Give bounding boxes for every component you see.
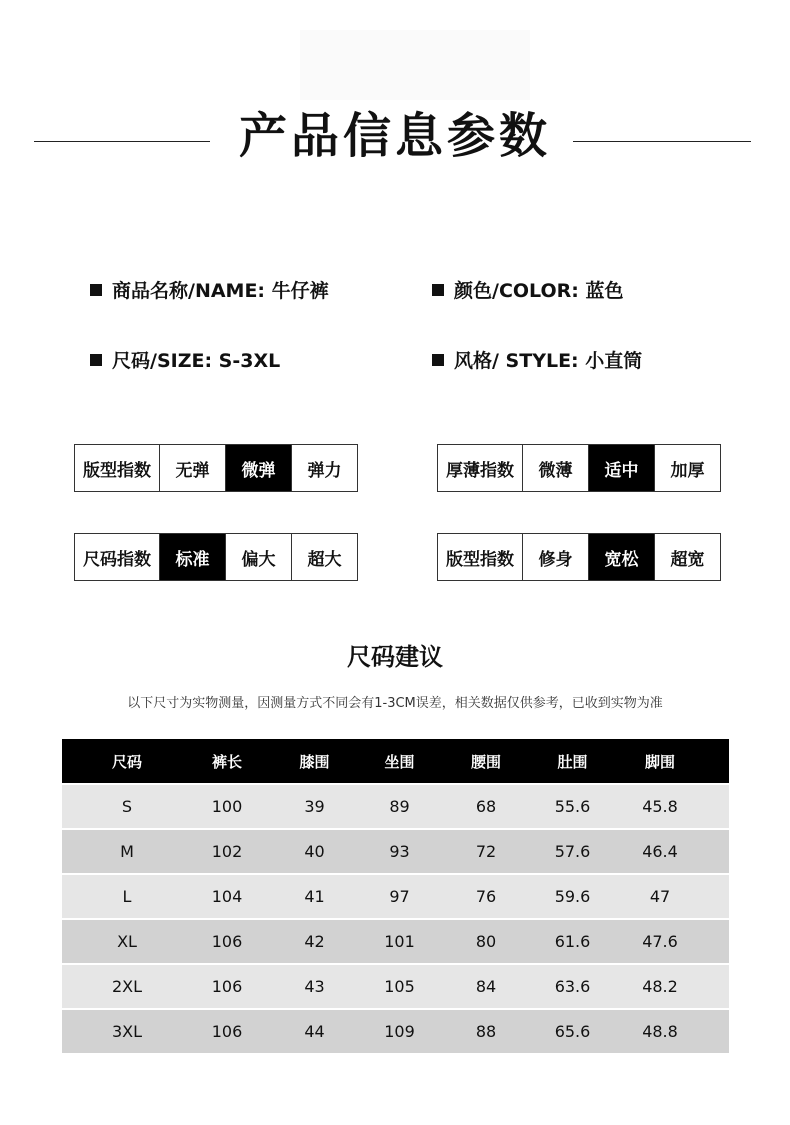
index-option: 修身 (522, 534, 588, 580)
table-row (62, 830, 729, 873)
table-cell: 61.6 (554, 932, 591, 951)
index-option: 弹力 (291, 445, 357, 491)
table-cell: 93 (389, 842, 410, 861)
cut-index-table (437, 533, 721, 581)
table-cell: 65.6 (554, 1022, 591, 1041)
table-cell: 55.6 (554, 797, 591, 816)
table-cell: XL (117, 932, 137, 951)
table-header-cell: 坐围 (384, 752, 415, 771)
table-cell: 44 (304, 1022, 325, 1041)
size-table (62, 739, 729, 1055)
fit-index-table (74, 444, 358, 492)
index-option: 超宽 (654, 534, 720, 580)
index-option-selected: 适中 (588, 445, 654, 491)
index-option: 偏大 (225, 534, 291, 580)
bullet-square-icon (432, 354, 444, 366)
table-cell: 47.6 (642, 932, 678, 951)
table-cell: 39 (304, 797, 325, 816)
bullet-square-icon (90, 284, 102, 296)
table-header-cell: 尺码 (111, 752, 142, 771)
table-header-cell: 肚围 (557, 752, 588, 771)
table-cell: L (122, 887, 132, 906)
index-option: 微薄 (522, 445, 588, 491)
spec-style (432, 349, 642, 373)
table-header-cell: 裤长 (211, 752, 242, 771)
table-cell: 47 (649, 887, 671, 906)
table-cell: 40 (304, 842, 325, 861)
table-cell: 46.4 (642, 842, 678, 861)
table-cell: 97 (389, 887, 410, 906)
index-option-selected: 标准 (159, 534, 225, 580)
table-row (62, 965, 729, 1008)
index-label: 版型指数 (83, 460, 151, 481)
spec-color-text: 颜色/COLOR: 蓝色 (454, 280, 624, 302)
table-header-cell: 脚围 (644, 752, 675, 771)
index-label: 尺码指数 (83, 549, 151, 570)
bullet-square-icon (432, 284, 444, 296)
table-cell: 106 (211, 1022, 243, 1041)
bullet-square-icon (90, 354, 102, 366)
table-cell: 3XL (111, 1022, 143, 1041)
table-cell: 106 (211, 977, 243, 996)
index-option-selected: 宽松 (588, 534, 654, 580)
table-cell: 63.6 (554, 977, 591, 996)
spec-color (432, 279, 623, 303)
table-row (62, 875, 729, 918)
table-row (62, 785, 729, 828)
table-cell: 72 (475, 842, 497, 861)
table-cell: 68 (475, 797, 497, 816)
size-note: 以下尺寸为实物测量，因测量方式不同会有1-3CM误差，相关数据仅供参考，已收到实物为准 (127, 696, 663, 711)
table-row (62, 920, 729, 963)
index-label: 版型指数 (446, 549, 514, 570)
size-index-table (74, 533, 358, 581)
table-header-cell: 膝围 (299, 752, 330, 771)
page-title: 产品信息参数 (238, 108, 551, 164)
table-cell: 41 (304, 887, 325, 906)
table-cell: 102 (211, 842, 243, 861)
size-section-title: 尺码建议 (347, 643, 443, 671)
table-cell: 88 (475, 1022, 497, 1041)
table-header-row (62, 739, 729, 783)
table-cell: 2XL (111, 977, 143, 996)
table-cell: 43 (304, 977, 325, 996)
table-cell: 48.8 (642, 1022, 678, 1041)
header-image-placeholder (300, 30, 530, 100)
spec-style-text: 风格/ STYLE: 小直筒 (454, 350, 643, 372)
table-cell: 57.6 (554, 842, 591, 861)
table-cell: 80 (475, 932, 497, 951)
table-cell: 76 (475, 887, 497, 906)
spec-size-text: 尺码/SIZE: S-3XL (112, 350, 281, 372)
table-cell: 84 (475, 977, 497, 996)
table-cell: 105 (384, 977, 415, 996)
thickness-index-table (437, 444, 721, 492)
table-cell: 100 (211, 797, 243, 816)
table-cell: 109 (384, 1022, 415, 1041)
index-label: 厚薄指数 (446, 460, 514, 481)
table-cell: 45.8 (642, 797, 678, 816)
table-cell: 42 (304, 932, 325, 951)
index-option-selected: 微弹 (225, 445, 291, 491)
table-cell: 101 (384, 932, 415, 951)
index-option: 超大 (291, 534, 357, 580)
table-header-cell: 腰围 (470, 752, 501, 771)
table-cell: 48.2 (642, 977, 678, 996)
table-cell: S (121, 797, 133, 816)
spec-size (90, 349, 280, 373)
table-cell: M (120, 842, 134, 861)
table-cell: 89 (389, 797, 410, 816)
index-option: 无弹 (159, 445, 225, 491)
table-cell: 106 (211, 932, 243, 951)
spec-name-text: 商品名称/NAME: 牛仔裤 (112, 280, 329, 302)
table-cell: 104 (211, 887, 243, 906)
spec-name (90, 279, 329, 303)
index-option: 加厚 (654, 445, 720, 491)
table-cell: 59.6 (554, 887, 591, 906)
table-row (62, 1010, 729, 1053)
